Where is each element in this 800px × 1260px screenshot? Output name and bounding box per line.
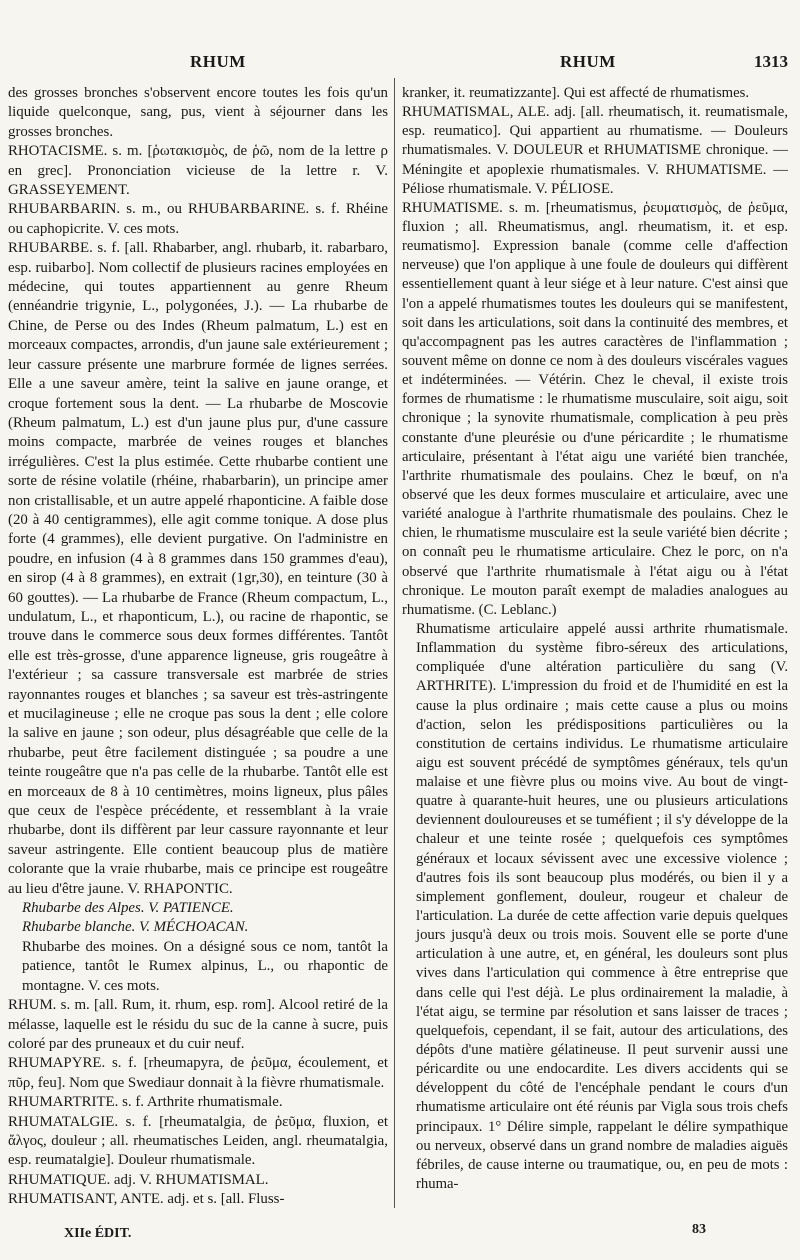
entry-rhubarbe-blanche: Rhubarbe blanche. V. MÉCHOACAN. [22,919,249,936]
signature-mark: 83 [692,1222,706,1237]
entry-rhumatisme: RHUMATISME. s. m. [rheumatismus, ῥευματισμὸς, de ῥεῦμα, fluxion ; all. Rheumatismus, angl. rheumatism, it. et esp. reumatismo]. Expression banale (comme celle d'affection nerveuse) que l'on applique à une foule de douleurs qui diffèrent essentiellement quant à leur siége et à leur nature. C'est ainsi que l'on a appelé rhumatismes toutes les douleurs qui se manifestent, soit dans les articulations, soit dans la continuité des membres, et qu'accompagnent pas les autres caractères de l'inflammation ; souvent même on donne ce nom à des douleurs viscérales vagues et indéterminées. — Vétérin. Chez le cheval, il existe trois formes de rhumatisme : le rhumatisme musculaire, soit aigu, soit chronique ; la synovite rhumatismale, complication à peu près constante d'une pleurésie ou d'une péricardite ; le rhumatisme articulaire, présentant à l'état aigu une variété bien tranchée, l'arthrite rhumatismale des poulains. Chez le bœuf, on n'a observé que les deux formes musculaire et articulaire, avec une variété analogue à l'arthrite rhumatismale des poulains. Chez le chien, le rhumatisme musculaire est la seule variété bien décrite ; on connaît peu le rhumatisme articulaire. Chez le porc, on n'a observé que l'arthrite rhumatismale à l'état aigu ou à l'état chronique. Le mouton paraît exempt de maladies analogues au rhumatisme. (C. Leblanc.) [402,199,788,618]
entry-rhumatalgie: RHUMATALGIE. s. f. [rheumatalgia, de ῥεῦμα, fluxion, et ἄλγος, douleur ; all. rheumatisches Leiden, angl. rheumatalgia, esp. reumatalgie]. Douleur rhumatismale. [8,1113,388,1169]
entry-rhubarbarin: RHUBARBARIN. s. m., ou RHUBARBARINE. s. f. Rhéine ou caphopicrite. V. ces mots. [8,201,388,237]
entry-rhumartrite: RHUMARTRITE. s. f. Arthrite rhumatismale. [8,1094,283,1111]
entry-rhumatismal: RHUMATISMAL, ALE. adj. [all. rheumatisch, it. reumatismale, esp. reumatico]. Qui appartient au rhumatisme. — Douleurs rhumatismales. V. DOULEUR et RHUMATISME chronique. — Méningite et apoplexie rhumatismales. V. RHUMATISME. — Péliose rhumatismale. V. PÉLIOSE. [402,104,788,197]
entry-rhumatique: RHUMATIQUE. adj. V. RHUMATISMAL. [8,1171,269,1188]
paragraph: des grosses bronches s'observent encore toutes les fois qu'un liquide quelconque, sang, pus, vient à séjourner dans les grosses bronches. [8,85,388,140]
paragraph: kranker, it. reumatizzante]. Qui est affecté de rhumatismes. [402,85,750,101]
entry-rhumatisme-articulaire: Rhumatisme articulaire appelé aussi arthrite rhumatismale. Inflammation du système fibro-séreux des articulations, compliquée d'une altération particulière du sang (V. ARTHRITE). L'impression du froid et de l'humidité en est la cause la plus ordinaire ; mais cette cause a plus ou moins d'action, selon les prédispositions particulières ou la constitution de certains individus. Le rhumatisme articulaire aigu est souvent précédé de symptômes généraux, tels qu'un malaise et une fièvre plus ou moins vive. Au bout de vingt-quatre à quarante-huit heures, une ou plusieurs articulations deviennent douloureuses et se tuméfient ; il s'y développe de la chaleur et une teinte rosée ; quelquefois ces symptômes généraux et locaux sévissent avec une excessive violence ; d'autres fois ils sont beaucoup plus modérés, ou bien il y a simplement gonflement, douleur, rougeur et chaleur de l'articulation. La durée de cette affection varie depuis quelques jours jusqu'à deux ou trois mois. Souvent elle se porte d'une articulation à une autre, et, en général, les douleurs sont plus vives dans l'articulation qui commence à être entreprise que dans celle qui l'est déjà. Le plus ordinairement la maladie, à l'état aigu, se termine par résolution et sans laisser de traces ; quelquefois, cependant, il se fait, autour des articulations, des dépôts d'une matière gélatineuse. Il peut survenir aussi une péricardite ou une endocardite. Les divers accidents qui se développent du côté de l'encéphale pendant le cours d'un rhumatisme articulaire ont été réunis par Vigla sous trois chefs principaux. 1° Délire simple, rappelant le délire sympathique ou nerveux, observé dans un grand nombre de maladies aiguës fébriles, de cause interne ou traumatique, ou, en peu de mots : rhuma- [416,620,788,1193]
entry-rhubarbe-moines: Rhubarbe des moines. On a désigné sous ce nom, tantôt la patience, tantôt le Rumex alpinus, L., ou rhapontic de montagne. V. ces mots. [22,938,388,994]
entry-rhum: RHUM. s. m. [all. Rum, it. rhum, esp. rom]. Alcool retiré de la mélasse, laquelle est le résidu du suc de la canne à sucre, puis coloré par des pruneaux et du cuir neuf. [8,997,388,1052]
running-title-right: RHUM [560,52,616,71]
running-title-left: RHUM [190,52,246,71]
edition-mark: XIIe ÉDIT. [64,1226,132,1241]
entry-rhumapyre: RHUMAPYRE. s. f. [rheumapyra, de ῥεῦμα, écoulement, et πῦρ, feu]. Nom que Swediaur donnait à la fièvre rhumatismale. [8,1055,388,1091]
entry-rhotacisme: RHOTACISME. s. m. [ῥωτακισμὸς, de ῥῶ, nom de la lettre ρ en grec]. Prononciation vicieuse de la lettre r. V. GRASSEYEMENT. [8,143,388,199]
right-column [402,84,788,1194]
entry-rhumatisant: RHUMATISANT, ANTE. adj. et s. [all. Fluss- [8,1191,285,1208]
page-header [0,52,800,80]
page-number: 1313 [754,52,788,71]
column-divider [394,78,395,1208]
left-column [8,84,388,1210]
entry-rhubarbe-alpes: Rhubarbe des Alpes. V. PATIENCE. [22,900,234,917]
entry-rhubarbe: RHUBARBE. s. f. [all. Rhabarber, angl. rhubarb, it. rabarbaro, esp. ruibarbo]. Nom collectif de plusieurs racines employées en médecine, qui toutes appartiennent au genre Rheum (ennéandrie trigynie, L., polygonées, J.). — La rhubarbe de Chine, de Perse ou des Indes (Rheum palmatum, L.) est en morceaux compactes, arrondis, d'un jaune sale extérieurement ; leur cassure présente une marbrure formée de lignes serrées. Elle a une saveur amère, teint la salive en jaune orange, et croque fortement sous la dent. — La rhubarbe de Moscovie (Rheum palmatum, L.) est d'un jaune plus pur, d'une cassure moins compacte, marbrée de veines rouges et blanches irrégulières. C'est la plus estimée. Cette rhubarbe contient une sorte de résine volatile (rhéine, rhabarbarin), un principe amer non cristallisable, et un autre appelé rhaponticine. A faible dose (20 à 40 centigrammes), elle agit comme tonique. A dose plus forte (4 grammes), elle devient purgative. On l'administre en poudre, en infusion (4 à 8 grammes dans 150 grammes d'eau), en sirop (4 à 8 grammes), en extrait (1gr,30), en teinture (30 à 60 gouttes). — La rhubarbe de France (Rheum compactum, L., undulatum, L., et rhaponticum, L.), ou racine de rhapontic, se trouve dans le commerce sous deux formes différentes. Tantôt elle est très-grosse, d'une apparence ligneuse, gris rougeâtre à l'extérieur ; sa cassure transversale est marbrée de stries rayonnantes rouges et blanches ; sa saveur est très-astringente et mucilagineuse ; elle ne croque pas sous la dent ; elle colore la salive en jaune ; son odeur, plus désagréable que celle de la rhubarbe, peut être facilement distinguée ; sa poudre a une teinte rougeâtre que n'a pas celle de la rhubarbe. Tantôt elle est en morceaux de 8 à 10 centimètres, moins ligneux, plus pâles que ceux de l'espèce précédente, et ressemblant à la vraie rhubarbe, dont ils diffèrent par leur cassure rayonnante et leur saveur astringente. Elle contient beaucoup plus de matière colorante que la vraie rhubarbe, mais ce principe est rougeâtre au lieu d'être jaune. V. RHAPONTIC. [8,240,388,897]
